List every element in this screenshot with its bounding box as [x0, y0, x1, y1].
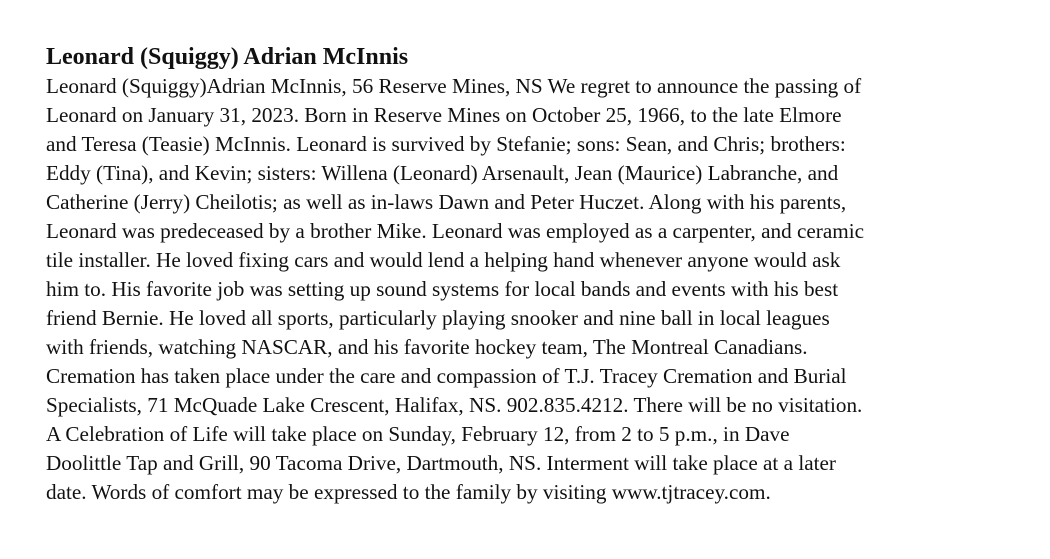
obituary-line: Specialists, 71 McQuade Lake Crescent, Halifax, NS. 902.835.4212. There will be no visitation. [46, 393, 863, 417]
obituary-line: Doolittle Tap and Grill, 90 Tacoma Drive, Dartmouth, NS. Interment will take place at a later [46, 451, 836, 475]
obituary-line: and Teresa (Teasie) McInnis. Leonard is survived by Stefanie; sons: Sean, and Chris; brothers: [46, 132, 846, 156]
obituary-block [46, 42, 1036, 507]
obituary-line: with friends, watching NASCAR, and his favorite hockey team, The Montreal Canadians. [46, 335, 808, 359]
obituary-title: Leonard (Squiggy) Adrian McInnis [46, 44, 409, 70]
obituary-line: Catherine (Jerry) Cheilotis; as well as in-laws Dawn and Peter Huczet. Along with his parents, [46, 190, 847, 214]
obituary-line: friend Bernie. He loved all sports, particularly playing snooker and nine ball in local leagues [46, 306, 830, 330]
obituary-line: tile installer. He loved fixing cars and would lend a helping hand whenever anyone would ask [46, 248, 841, 272]
obituary-line: Leonard on January 31, 2023. Born in Reserve Mines on October 25, 1966, to the late Elmore [46, 103, 842, 127]
obituary-line: date. Words of comfort may be expressed to the family by visiting www.tjtracey.com. [46, 480, 771, 504]
obituary-line: Leonard was predeceased by a brother Mike. Leonard was employed as a carpenter, and ceramic [46, 219, 865, 243]
obituary-line: Leonard (Squiggy)Adrian McInnis, 56 Reserve Mines, NS We regret to announce the passing of [46, 74, 862, 98]
obituary-line: Eddy (Tina), and Kevin; sisters: Willena (Leonard) Arsenault, Jean (Maurice) Labranche, and [46, 161, 839, 185]
obituary-line: him to. His favorite job was setting up sound systems for local bands and events with his best [46, 277, 839, 301]
obituary-line: Cremation has taken place under the care and compassion of T.J. Tracey Cremation and Burial [46, 364, 847, 388]
obituary-body [46, 72, 1036, 507]
obituary-line: A Celebration of Life will take place on Sunday, February 12, from 2 to 5 p.m., in Dave [46, 422, 790, 446]
